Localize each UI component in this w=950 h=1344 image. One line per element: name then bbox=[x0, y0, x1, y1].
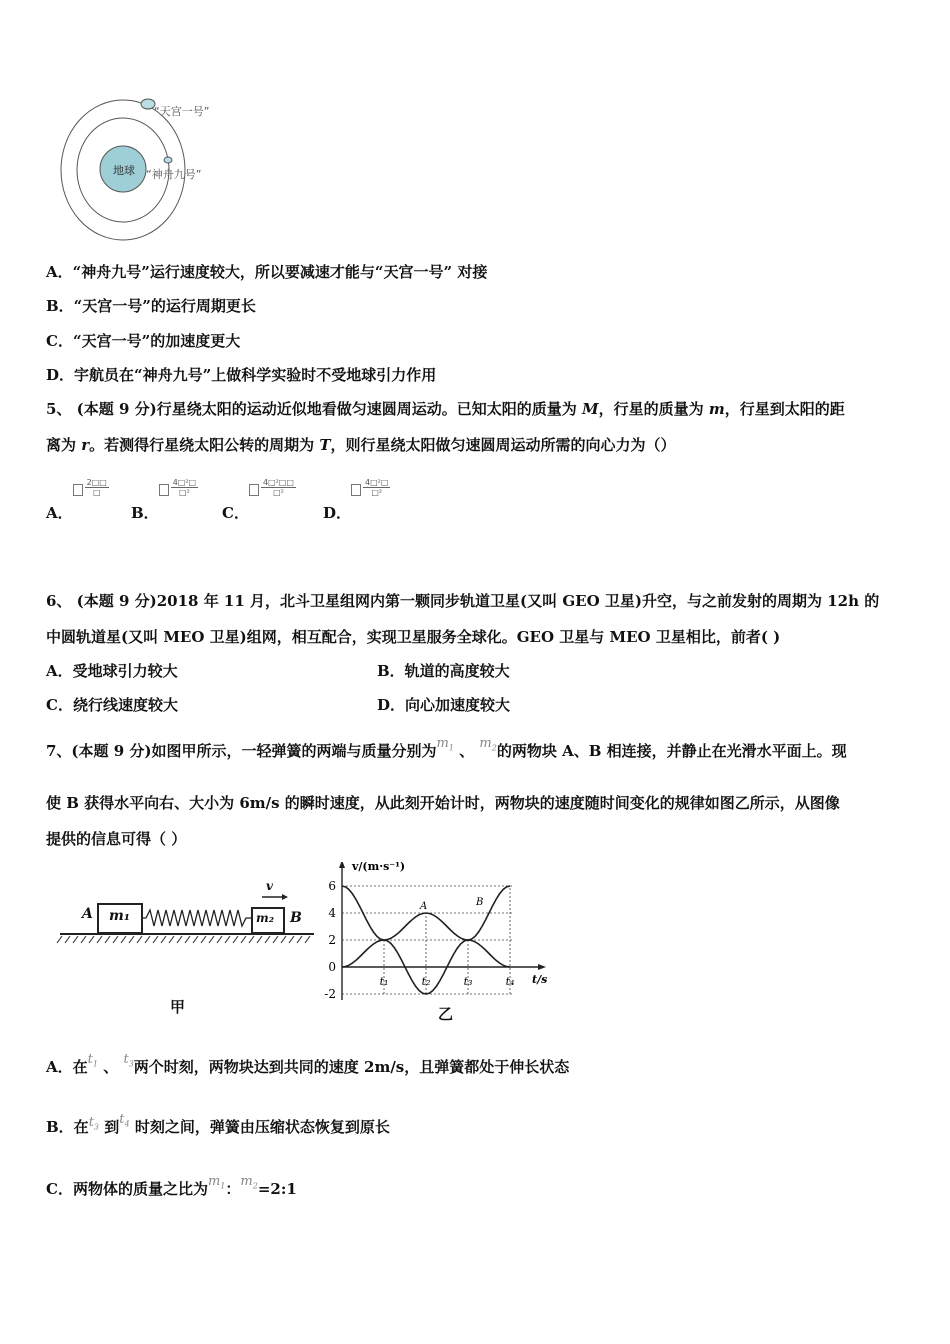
q7-c-colon: ： bbox=[225, 1180, 241, 1198]
q5-option-a[interactable] bbox=[46, 478, 109, 522]
x-axis-label: t/s bbox=[532, 973, 548, 986]
t-tick-label: t₄ bbox=[505, 975, 515, 988]
y-tick-label: 4 bbox=[328, 906, 336, 920]
q7-line3: 提供的信息可得（ ） bbox=[46, 830, 187, 848]
q5-option-a-formula bbox=[85, 478, 109, 497]
q7-m2 bbox=[479, 736, 496, 751]
ground-hatch bbox=[57, 936, 310, 943]
velocity-arrowhead bbox=[282, 894, 288, 900]
q5-b-den: □² bbox=[179, 488, 190, 497]
shenzhou-label: “神舟九号” bbox=[146, 168, 202, 181]
q7-b-t4-sub: 4 bbox=[124, 1119, 130, 1129]
q5-option-d[interactable] bbox=[323, 478, 390, 522]
q7-c-pre: C．两物体的质量之比为 bbox=[46, 1180, 208, 1198]
m2-label: m₂ bbox=[256, 911, 274, 925]
y-axis-arrow bbox=[339, 862, 345, 868]
missing-glyph-icon bbox=[249, 484, 259, 496]
q5-distance: r bbox=[81, 436, 90, 454]
q5-option-c-label: C． bbox=[222, 504, 249, 522]
q5-text-b: ，行星的质量为 bbox=[598, 400, 709, 418]
q5-option-c-formula bbox=[261, 478, 296, 497]
q7-a-post: 两个时刻，两物块达到共同的速度 2m/s，且弹簧都处于伸长状态 bbox=[133, 1058, 570, 1076]
spring bbox=[142, 910, 252, 926]
t-tick-label: t₁ bbox=[379, 975, 389, 988]
curve-a-label: A bbox=[420, 901, 428, 912]
q7-sep: 、 bbox=[459, 742, 475, 760]
q7-m2-var: m bbox=[479, 736, 492, 751]
q7-m2-sub: 2 bbox=[491, 743, 497, 753]
q5-text-f: ，则行星绕太阳做匀速圆周运动所需的向心力为（） bbox=[330, 436, 676, 454]
q7-m1-var: m bbox=[436, 736, 449, 751]
q7-b-t3 bbox=[89, 1115, 99, 1130]
shenzhou-satellite bbox=[164, 157, 172, 163]
earth-label: 地球 bbox=[113, 164, 135, 177]
q7-b-t4-var: t bbox=[119, 1112, 125, 1127]
q7-b-post: 时刻之间，弹簧由压缩状态恢复到原长 bbox=[134, 1118, 390, 1136]
q7-option-b[interactable] bbox=[46, 1112, 390, 1138]
q6-option-b[interactable]: B．轨道的高度较大 bbox=[377, 662, 510, 680]
orbit-figure bbox=[58, 92, 258, 252]
q5-option-a-label: A． bbox=[46, 504, 73, 522]
m1-label: m₁ bbox=[109, 908, 130, 924]
q5-option-b-label: B． bbox=[131, 504, 159, 522]
q5-c-num: 4□²□□ bbox=[262, 478, 294, 487]
q4-option-d[interactable]: D．宇航员在“神舟九号”上做科学实验时不受地球引力作用 bbox=[46, 366, 437, 384]
q7-a-t1-sub: 1 bbox=[92, 1059, 98, 1069]
q5-sun-mass: M bbox=[581, 400, 599, 418]
q7-text-b: 的两物块 A、B 相连接，并静止在光滑水平面上。现 bbox=[496, 742, 847, 760]
q5-option-b[interactable] bbox=[131, 478, 198, 522]
block-a-label: A bbox=[82, 906, 93, 922]
y-tick-label: -2 bbox=[324, 987, 336, 1001]
q4-option-b[interactable]: B．“天宫一号”的运行周期更长 bbox=[46, 297, 256, 315]
q7-a-t1 bbox=[88, 1052, 98, 1067]
q7-text-a: 7、(本题 9 分)如图甲所示，一轻弹簧的两端与质量分别为 bbox=[46, 742, 437, 760]
q5-text-a: 5、 (本题 9 分)行星绕太阳的运动近似地看做匀速圆周运动。已知太阳的质量为 bbox=[46, 400, 582, 418]
q4-option-a[interactable]: A．“神舟九号”运行速度较大，所以要减速才能与“天宫一号” 对接 bbox=[46, 263, 488, 281]
q6-option-c[interactable]: C．绕行线速度较大 bbox=[46, 696, 178, 714]
q7-a-t3-sub: 3 bbox=[128, 1059, 134, 1069]
q5-d-num: 4□²□ bbox=[365, 478, 389, 487]
q7-a-t3 bbox=[123, 1052, 133, 1067]
q5-line2 bbox=[46, 434, 676, 455]
q5-period: T bbox=[319, 436, 331, 454]
q7-m1 bbox=[437, 736, 454, 751]
q5-option-d-label: D． bbox=[323, 504, 352, 522]
q5-planet-mass: m bbox=[708, 400, 725, 418]
x-axis-arrow bbox=[538, 964, 546, 970]
y-axis-label: v/(m·s⁻¹) bbox=[352, 862, 406, 873]
jia-label: 甲 bbox=[170, 998, 186, 1016]
figure-jia bbox=[56, 880, 318, 1020]
q5-a-num: 2□□ bbox=[86, 478, 107, 487]
velocity-label: v bbox=[266, 879, 273, 893]
q7-option-a[interactable] bbox=[46, 1052, 570, 1078]
q6-line2: 中圆轨道星(又叫 MEO 卫星)组网，相互配合，实现卫星服务全球化。GEO 卫星与 MEO 卫星相比，前者( ) bbox=[46, 628, 781, 646]
q5-line1 bbox=[46, 398, 845, 419]
yi-label: 乙 bbox=[438, 1005, 454, 1023]
q7-b-pre: B．在 bbox=[46, 1118, 89, 1136]
q6-option-a[interactable]: A．受地球引力较大 bbox=[46, 662, 178, 680]
q5-option-b-formula bbox=[171, 478, 198, 497]
q7-c-m1-var: m bbox=[207, 1174, 221, 1189]
q7-c-m2 bbox=[240, 1174, 257, 1189]
q7-a-sep: 、 bbox=[103, 1058, 119, 1076]
q5-a-den: □ bbox=[92, 488, 101, 497]
q7-a-t1-var: t bbox=[87, 1052, 93, 1067]
q7-c-m1 bbox=[208, 1174, 225, 1189]
y-tick-label: 2 bbox=[328, 933, 336, 947]
q7-b-t4 bbox=[119, 1112, 129, 1127]
t-tick-label: t₂ bbox=[421, 975, 431, 988]
q7-c-m2-var: m bbox=[240, 1174, 253, 1189]
q7-c-m1-sub: 1 bbox=[220, 1181, 226, 1191]
y-tick-label: 0 bbox=[328, 960, 336, 974]
missing-glyph-icon bbox=[351, 484, 361, 496]
q7-c-post: =2:1 bbox=[257, 1180, 297, 1198]
q5-b-num: 4□²□ bbox=[172, 478, 197, 487]
q5-c-den: □² bbox=[273, 488, 284, 497]
y-tick-label: 6 bbox=[328, 879, 336, 893]
q5-text-d: 离为 bbox=[46, 436, 82, 454]
q7-c-m2-sub: 2 bbox=[252, 1181, 258, 1191]
q5-d-den: □² bbox=[371, 488, 383, 497]
q5-text-c: ，行星到太阳的距 bbox=[724, 400, 845, 418]
tiangong-satellite bbox=[141, 99, 155, 109]
q7-m1-sub: 1 bbox=[448, 743, 454, 753]
figure-yi bbox=[320, 862, 560, 1030]
q7-option-c[interactable] bbox=[46, 1174, 297, 1200]
q6-option-d[interactable]: D．向心加速度较大 bbox=[377, 696, 511, 714]
q7-line1 bbox=[46, 736, 847, 762]
t-tick-label: t₃ bbox=[463, 975, 473, 988]
q7-b-t3-sub: 3 bbox=[93, 1122, 100, 1132]
q7-a-t3-var: t bbox=[123, 1052, 129, 1067]
curve-b-label: B bbox=[476, 897, 484, 908]
tiangong-label: “天宫一号” bbox=[154, 105, 210, 118]
q7-b-t3-var: t bbox=[88, 1115, 94, 1130]
missing-glyph-icon bbox=[73, 484, 83, 496]
q5-option-c[interactable] bbox=[222, 478, 296, 522]
missing-glyph-icon bbox=[159, 484, 169, 496]
q6-line1: 6、 (本题 9 分)2018 年 11 月，北斗卫星组网内第一颗同步轨道卫星(又叫 GEO 卫星)升空，与之前发射的周期为 12h 的 bbox=[46, 592, 880, 610]
q5-option-d-formula bbox=[363, 478, 390, 497]
q7-line2: 使 B 获得水平向右、大小为 6m/s 的瞬时速度，从此刻开始计时，两物块的速度随时间变化的规律如图乙所示，从图像 bbox=[46, 794, 840, 812]
q5-text-e: 。若测得行星绕太阳公转的周期为 bbox=[89, 436, 320, 454]
q7-a-pre: A．在 bbox=[46, 1058, 88, 1076]
q4-option-c[interactable]: C．“天宫一号”的加速度更大 bbox=[46, 332, 241, 350]
block-b-label: B bbox=[290, 910, 302, 926]
spring-diagram bbox=[56, 880, 318, 950]
q7-b-mid: 到 bbox=[104, 1118, 120, 1136]
